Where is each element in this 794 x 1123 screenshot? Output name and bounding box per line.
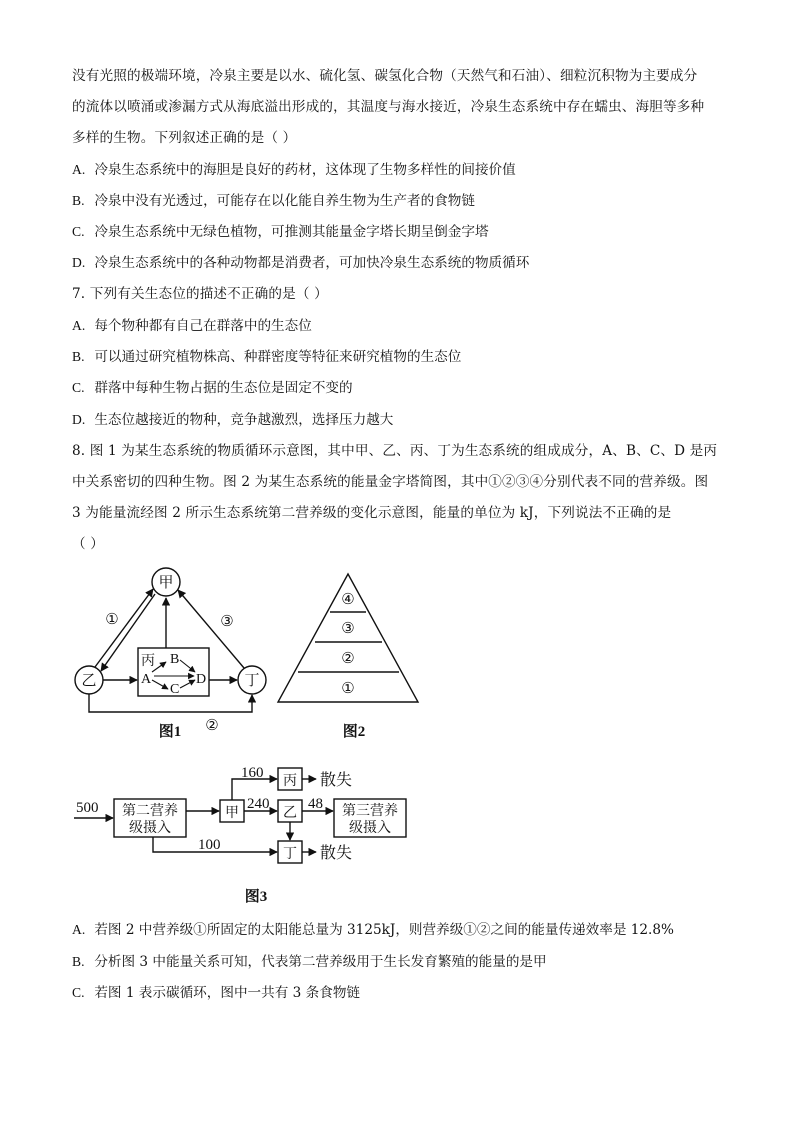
- q7-option-a: [72, 316, 732, 336]
- caption-fig2: 图2: [342, 724, 366, 740]
- figure-1: [64, 564, 286, 746]
- option-text: 冷泉生态系统中无绿色植物，可推测其能量金字塔长期呈倒金字塔: [94, 224, 489, 240]
- q8-stem-line-4: （ ）: [72, 536, 104, 552]
- fig3-ding-label: 丁: [283, 847, 297, 862]
- figure-3: [70, 760, 420, 910]
- q8-stem-line-2: 中关系密切的四种生物。图 2 为某生态系统的能量金字塔简图，其中①②③④分别代表不同的营养级。图: [72, 474, 709, 490]
- arrow-c-to-d: [180, 680, 195, 688]
- q8-option-c: [72, 983, 732, 1003]
- fig3-yi-label: 乙: [283, 806, 297, 821]
- option-letter: C.: [72, 985, 85, 1000]
- fig3-value-48: 48: [308, 796, 323, 812]
- fig3-loss-top: 散失: [320, 772, 353, 789]
- caption-fig3: 图3: [244, 889, 268, 905]
- q6-stem-line-3: 多样的生物。下列叙述正确的是（ ）: [72, 130, 297, 146]
- option-text: 若图 2 中营养级①所固定的太阳能总量为 3125kJ，则营养级①②之间的能量传递效率是 12.8%: [94, 922, 674, 938]
- fig3-value-160: 160: [241, 765, 264, 781]
- arrow-b-to-d: [180, 660, 195, 672]
- fig3-bing-label: 丙: [283, 774, 297, 789]
- fig3-jia-label: 甲: [225, 806, 239, 821]
- figure-2: [270, 570, 430, 745]
- option-letter: B.: [72, 349, 85, 364]
- pyramid-level-2: ②: [341, 651, 355, 667]
- q6-option-d: [72, 253, 732, 273]
- arrow-ding-to-jia: [178, 590, 244, 668]
- option-letter: A.: [72, 922, 86, 937]
- fig3-third-line-1: 第三营养: [342, 804, 398, 819]
- option-letter: B.: [72, 193, 85, 208]
- q6-option-a: [72, 160, 732, 180]
- node-jia-label: 甲: [158, 575, 174, 591]
- box-letter-c: C: [170, 682, 180, 697]
- option-letter: A.: [72, 162, 86, 177]
- option-letter: D.: [72, 255, 86, 270]
- option-text: 可以通过研究植物株高、种群密度等特征来研究植物的生态位: [94, 349, 462, 365]
- box-label-bing: 丙: [141, 654, 155, 669]
- pyramid-level-4: ④: [341, 592, 355, 608]
- option-letter: C.: [72, 224, 85, 239]
- box-letter-a: A: [141, 672, 152, 687]
- option-letter: A.: [72, 318, 86, 333]
- pyramid-level-3: ③: [341, 621, 355, 637]
- box-letter-d: D: [196, 672, 207, 687]
- arrow-label-two: ②: [205, 718, 219, 734]
- fig3-loss-bottom: 散失: [320, 845, 353, 862]
- node-yi-label: 乙: [81, 673, 97, 689]
- q8-stem-line-1: 8. 图 1 为某生态系统的物质循环示意图，其中甲、乙、丙、丁为生态系统的组成成分，A、B、C、D 是丙: [72, 443, 718, 459]
- option-text: 冷泉中没有光透过，可能存在以化能自养生物为生产者的食物链: [94, 193, 475, 209]
- option-text: 冷泉生态系统中的各种动物都是消费者，可加快冷泉生态系统的物质循环: [94, 255, 530, 271]
- node-ding-label: 丁: [244, 673, 260, 689]
- fig3-value-240: 240: [247, 796, 270, 812]
- option-text: 若图 1 表示碳循环，图中一共有 3 条食物链: [94, 985, 361, 1001]
- pyramid-level-1: ①: [341, 681, 355, 697]
- q7-option-d: [72, 410, 732, 430]
- fig3-second-line-1: 第二营养: [122, 804, 178, 819]
- q6-option-c: [72, 222, 732, 242]
- option-text: 群落中每种生物占据的生态位是固定不变的: [94, 380, 353, 396]
- q8-option-b: [72, 952, 732, 972]
- fig3-second-line-2: 级摄入: [129, 821, 171, 836]
- option-text: 生态位越接近的物种，竞争越激烈，选择压力越大: [94, 412, 394, 428]
- q7-option-c: [72, 378, 732, 398]
- arrow-label-three: ③: [220, 614, 234, 630]
- box-letter-b: B: [170, 652, 180, 667]
- option-text: 分析图 3 中能量关系可知，代表第二营养级用于生长发育繁殖的能量的是甲: [94, 954, 547, 970]
- q6-stem-line-2: 的流体以喷涌或渗漏方式从海底溢出形成的，其温度与海水接近，冷泉生态系统中存在蠕虫、海胆等多种: [72, 99, 705, 115]
- option-text: 每个物种都有自己在群落中的生态位: [94, 318, 312, 334]
- option-text: 冷泉生态系统中的海胆是良好的药材，这体现了生物多样性的间接价值: [94, 162, 516, 178]
- option-letter: C.: [72, 380, 85, 395]
- caption-fig1: 图1: [158, 724, 182, 740]
- q6-stem-line-1: 没有光照的极端环境，冷泉主要是以水、硫化氢、碳氢化合物（天然气和石油）、细粒沉积物为主要成分: [72, 68, 698, 84]
- fig3-input-value: 500: [76, 800, 99, 816]
- q7-stem: 7. 下列有关生态位的描述不正确的是（ ）: [72, 286, 328, 302]
- option-letter: D.: [72, 412, 86, 427]
- fig3-third-line-2: 级摄入: [349, 821, 391, 836]
- q8-stem-line-3: 3 为能量流经图 2 所示生态系统第二营养级的变化示意图，能量的单位为 kJ，下列说法不正确的是: [72, 505, 672, 521]
- q8-option-a: [72, 920, 732, 940]
- fig3-value-100: 100: [198, 837, 221, 853]
- q7-option-b: [72, 347, 732, 367]
- arrow-label-one: ①: [105, 612, 119, 628]
- arrow-a-to-c: [152, 680, 168, 689]
- q6-option-b: [72, 191, 732, 211]
- option-letter: B.: [72, 954, 85, 969]
